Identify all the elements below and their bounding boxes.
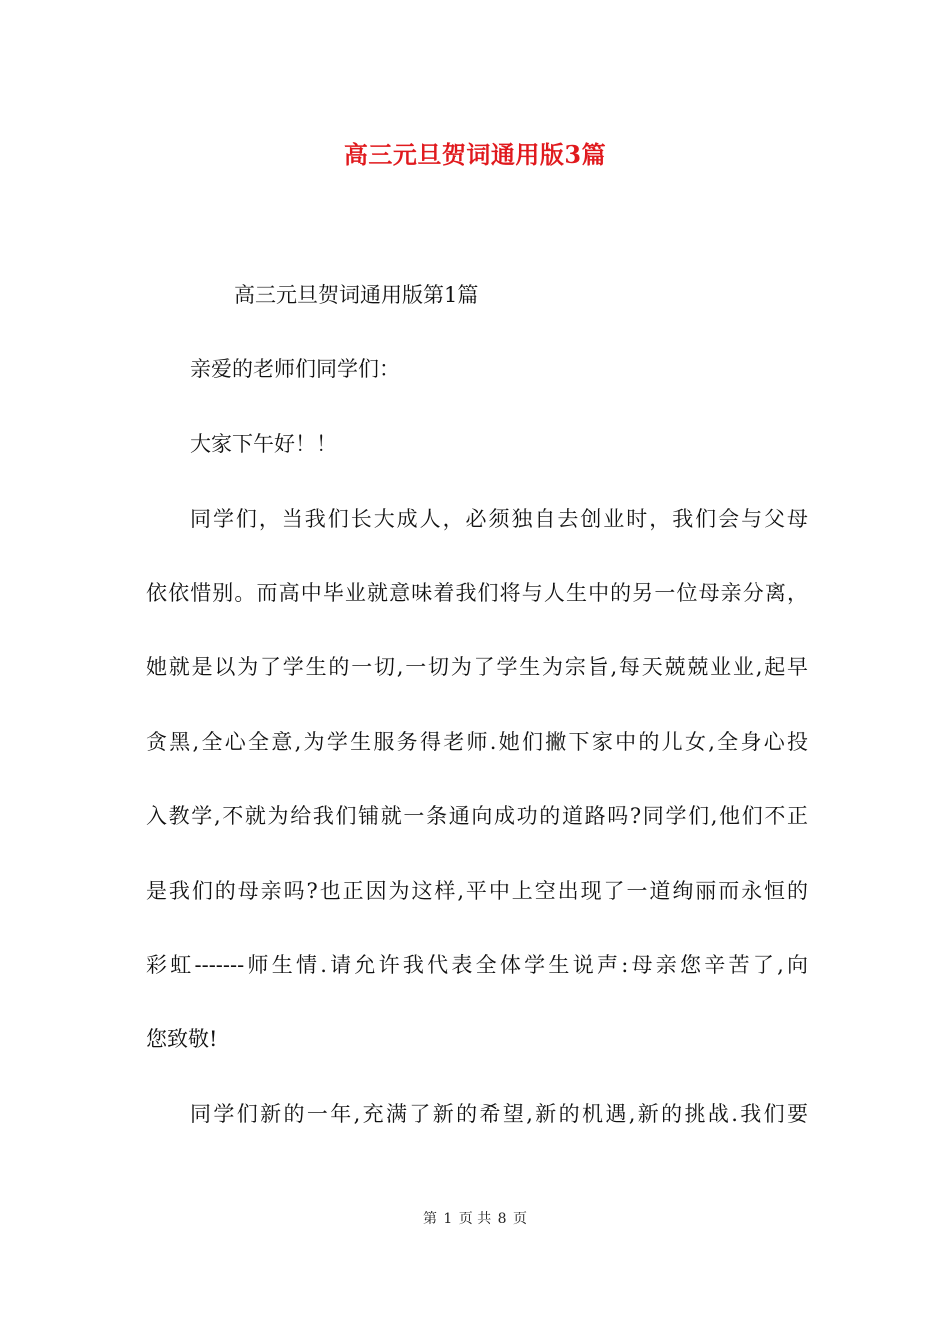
paragraph-line: 是我们的母亲吗?也正因为这样,平中上空出现了一道绚丽而永恒的 xyxy=(146,879,808,903)
paragraph-line: 同学们新的一年,充满了新的希望,新的机遇,新的挑战.我们要 xyxy=(190,1102,808,1126)
paragraph-line: 贪黑,全心全意,为学生服务得老师.她们撇下家中的儿女,全身心投 xyxy=(146,730,808,754)
footer-current-page: 1 xyxy=(443,1211,453,1227)
page-footer xyxy=(0,1208,950,1230)
paragraph-line: 依依惜别。而高中毕业就意味着我们将与人生中的另一位母亲分离， xyxy=(146,581,808,605)
footer-middle: 页 共 xyxy=(458,1211,492,1227)
salutation-line: 大家下午好！！ xyxy=(190,432,337,456)
document-title: 高三元旦贺词通用版3篇 xyxy=(343,140,607,169)
paragraph-line: 她就是以为了学生的一切,一切为了学生为宗旨,每天兢兢业业,起早 xyxy=(146,655,808,679)
paragraph-line: 入教学,不就为给我们铺就一条通向成功的道路吗?同学们,他们不正 xyxy=(146,804,808,828)
section-heading: 高三元旦贺词通用版第1篇 xyxy=(234,283,479,307)
footer-suffix: 页 xyxy=(513,1211,528,1227)
paragraph-line: 彩虹-------师生情.请允许我代表全体学生说声:母亲您辛苦了,向 xyxy=(146,953,808,977)
paragraph-line: 同学们，当我们长大成人，必须独自去创业时，我们会与父母 xyxy=(190,507,808,531)
greeting-line: 亲爱的老师们同学们： xyxy=(190,357,400,381)
footer-prefix: 第 xyxy=(422,1211,437,1227)
footer-total-pages: 8 xyxy=(497,1211,507,1227)
paragraph-line: 您致敬! xyxy=(146,1027,218,1051)
